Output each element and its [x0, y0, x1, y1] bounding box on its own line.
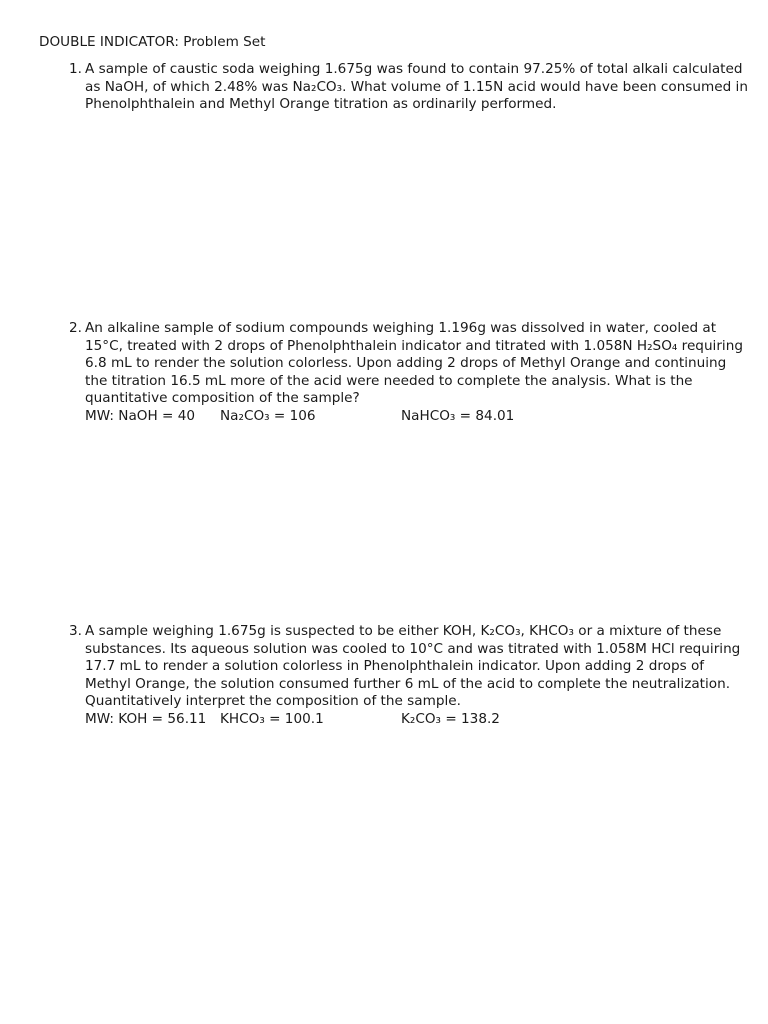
mw-item: KHCO₃ = 100.1: [220, 710, 324, 727]
problem-2: [60, 320, 750, 426]
mw-item: MW: KOH = 56.11: [85, 710, 207, 727]
problem-1: [60, 61, 750, 114]
problem-text: An alkaline sample of sodium compounds weighing 1.196g was dissolved in water, cooled at 15°C, treated with 2 drops of Phenolphthalein indicator and titrated with 1.058N H₂SO₄ requiring 6.8 mL to render the solution colorless. Upon adding 2 drops of Methyl Orange and continuing the titration 16.5 mL more of the acid were needed to complete the analysis. What is the quantitative composition of the sample?: [85, 320, 743, 407]
mw-item: Na₂CO₃ = 106: [220, 407, 316, 424]
problem-3: [60, 623, 750, 729]
mw-item: NaHCO₃ = 84.01: [401, 407, 515, 424]
problem-text: A sample weighing 1.675g is suspected to be either KOH, K₂CO₃, KHCO₃ or a mixture of these substances. Its aqueous solution was cooled to 10°C and was titrated with 1.058M HCl requiring 17.7 mL to render a solution colorless in Phenolphthalein indicator. Upon adding 2 drops of Methyl Orange, the solution consumed further 6 mL of the acid to complete the neutralization. Quantitatively interpret the composition of the sample.: [85, 623, 741, 710]
problem-number: 2.: [69, 320, 82, 336]
mw-item: K₂CO₃ = 138.2: [401, 710, 500, 727]
page-title: DOUBLE INDICATOR: Problem Set: [39, 34, 266, 50]
mw-item: MW: NaOH = 40: [85, 407, 196, 424]
problem-text: A sample of caustic soda weighing 1.675g was found to contain 97.25% of total alkali calculated as NaOH, of which 2.48% was Na₂CO₃. What volume of 1.15N acid would have been consumed in Phenolphthalein and Methyl Orange titration as ordinarily performed.: [85, 61, 748, 113]
molecular-weights: [85, 408, 750, 426]
problem-number: 3.: [69, 623, 82, 639]
molecular-weights: [85, 711, 750, 729]
problem-number: 1.: [69, 61, 82, 77]
